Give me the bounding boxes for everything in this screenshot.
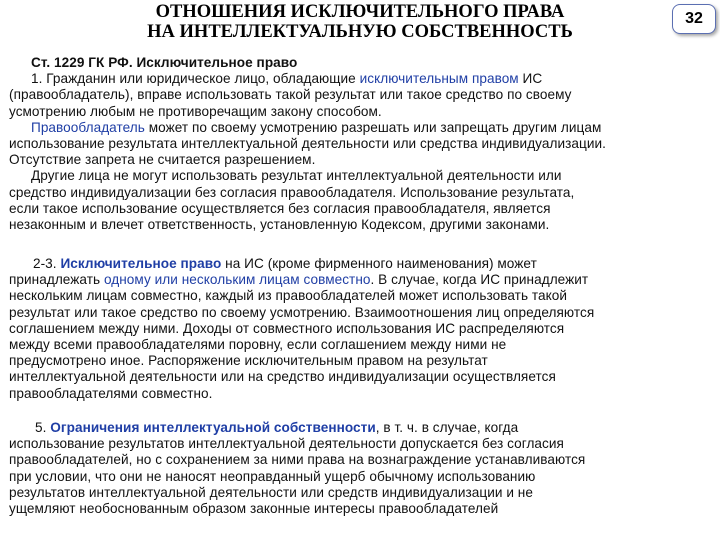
text-fragment: ИС — [518, 71, 543, 87]
clause-number: 5. — [35, 420, 51, 435]
joint-rights-line — [9, 256, 713, 272]
limitations-line: использование результатов интеллектуальной деятельности допускается без согласия — [9, 436, 564, 452]
joint-rights-block — [9, 256, 713, 402]
title-line-2: НА ИНТЕЛЛЕКТУАЛЬНУЮ СОБСТВЕННОСТЬ — [147, 22, 573, 42]
limitations-line — [9, 420, 713, 436]
page-title — [95, 2, 625, 42]
limitations-line: при условии, что они не наносят неоправданный ущерб обычному использованию — [9, 468, 536, 484]
text-fragment: , в т. ч. в случае, когда — [375, 420, 519, 435]
limitations-line: результатов интеллектуальной деятельности или средств индивидуализации и не — [9, 484, 533, 500]
text-fragment: может по своему усмотрению разрешать или запрещать другим лицам — [144, 119, 602, 135]
limitations-heading: Ограничения интеллектуальной собственности — [50, 420, 376, 435]
paragraph-1-line — [9, 71, 713, 87]
limitations-line: правообладателей, но с сохранением за ними права на вознаграждение устанавливаются — [9, 452, 586, 468]
paragraph-3-line: если такое использование осуществляется без согласия правообладателя, является — [9, 200, 551, 216]
paragraph-2-line — [9, 120, 713, 136]
exclusive-right-term: исключительным правом — [359, 71, 519, 87]
text-fragment: 1. Гражданин или юридическое лицо, обладающие — [31, 71, 360, 87]
paragraph-3-line: средство индивидуализации без согласия правообладателя. Использование результата, — [9, 184, 575, 200]
joint-rights-line: между всеми правообладателями поровну, если соглашением между ними не — [9, 337, 507, 353]
clause-number: 2-3. — [33, 256, 61, 271]
text-fragment: принадлежать — [9, 272, 104, 288]
rightholder-term: Правообладатель — [31, 119, 145, 135]
paragraph-3-line: Другие лица не могут использовать результат интеллектуальной деятельности или — [31, 168, 562, 184]
joint-rights-line: предусмотрено иное. Распоряжение исключительным правом на результат — [9, 353, 488, 369]
joint-rights-line: нескольким лицам совместно, каждый из правообладателей может использовать такой — [9, 288, 568, 304]
article-1229-block — [9, 55, 713, 233]
exclusive-right-heading: Исключительное право — [60, 256, 222, 271]
paragraph-1-line: усмотрению любым не противоречащим закону способом. — [9, 103, 382, 119]
text-fragment: . В случае, когда ИС принадлежит — [370, 272, 589, 288]
joint-rights-line: результат или такое средство по своему усмотрению. Взаимоотношения лиц определяются — [9, 304, 595, 320]
page-number-badge: 32 — [672, 4, 716, 34]
ip-limitations-block — [9, 420, 713, 517]
joint-rights-line — [9, 272, 713, 288]
paragraph-2-line: использование результата интеллектуальной деятельности или средства индивидуализации. — [9, 136, 606, 152]
paragraph-2-line: Отсутствие запрета не считается разрешением. — [9, 152, 316, 168]
joint-rights-line: соглашением между ними. Доходы от совместного использования ИС распределяются — [9, 320, 565, 336]
joint-ownership-term: одному или нескольким лицам совместно — [103, 272, 371, 288]
paragraph-1-line: (правообладатель), вправе использовать такой результат или такое средство по своему — [9, 87, 572, 103]
text-fragment: на ИС (кроме фирменного наименования) может — [221, 256, 537, 271]
article-heading: Ст. 1229 ГК РФ. Исключительное право — [31, 55, 298, 70]
limitations-line: ущемляют необоснованным образом законные интересы правообладателей — [9, 501, 499, 517]
joint-rights-line: интеллектуальной деятельности или на средство индивидуализации осуществляется — [9, 369, 556, 385]
paragraph-3-line: незаконным и влечет ответственность, установленную Кодексом, другими законами. — [9, 217, 550, 233]
joint-rights-line: правообладателями совместно. — [9, 385, 213, 401]
title-line-1: ОТНОШЕНИЯ ИСКЛЮЧИТЕЛЬНОГО ПРАВА — [155, 2, 565, 22]
